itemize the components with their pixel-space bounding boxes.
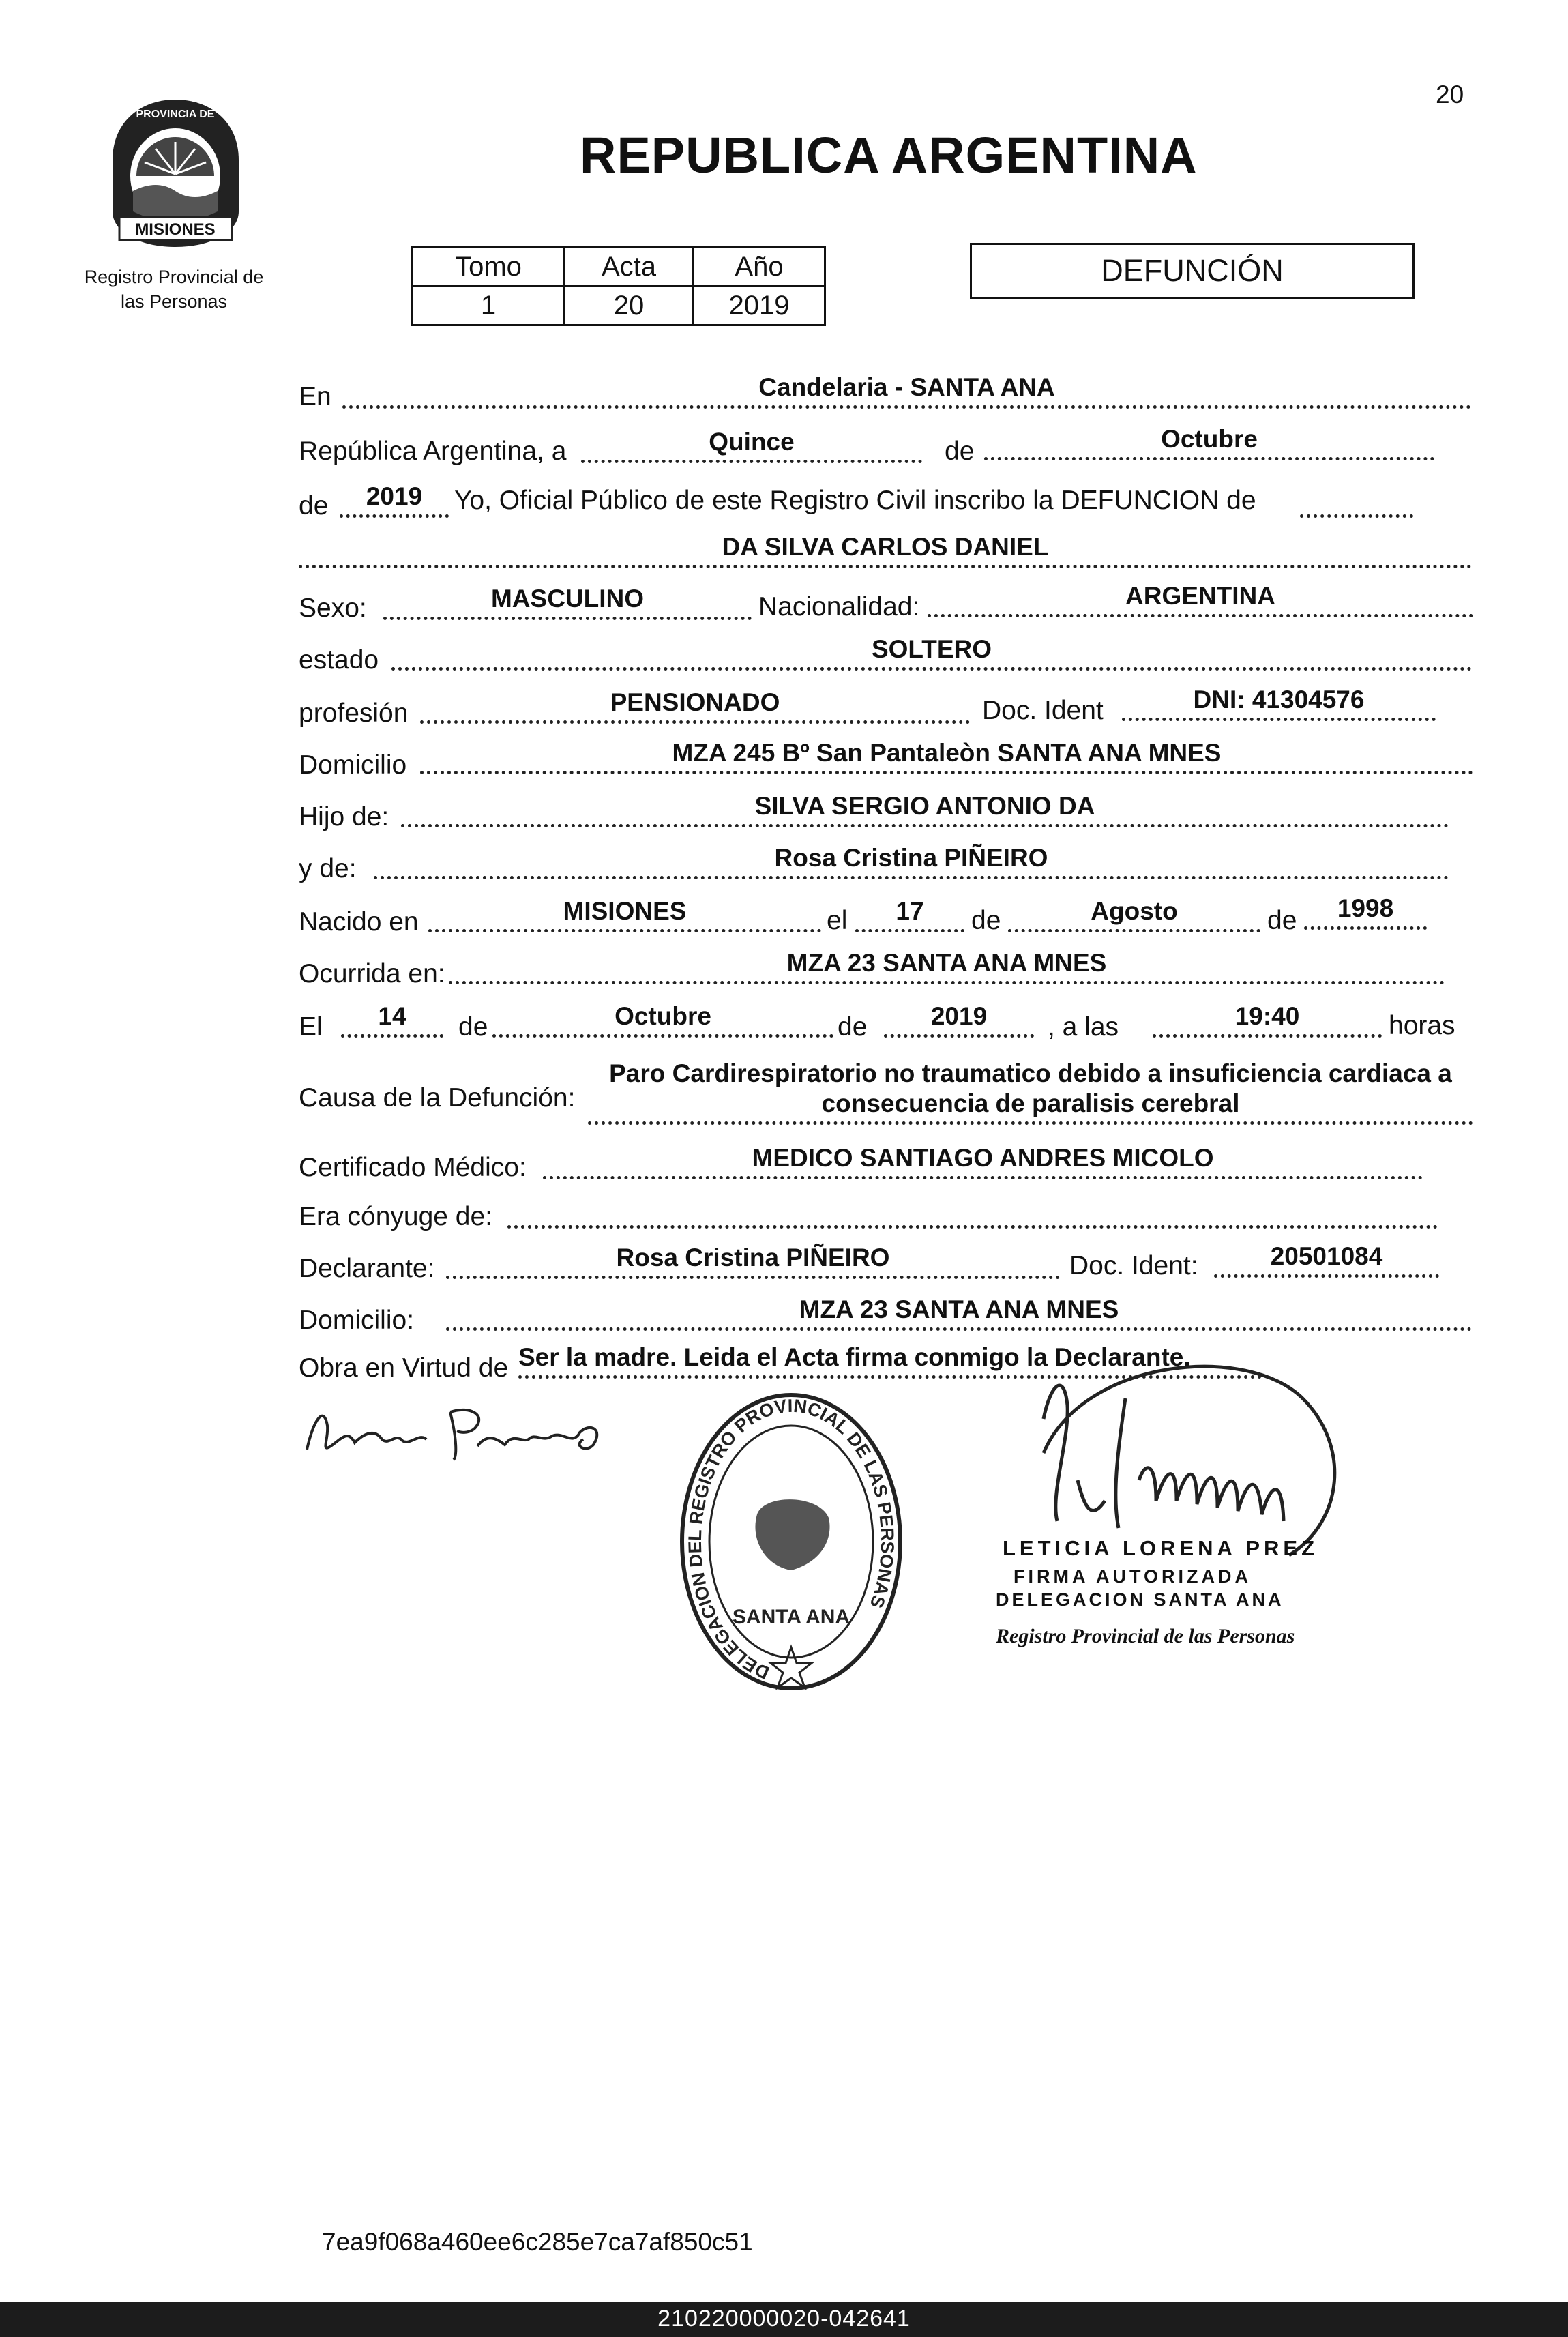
conyuge-label: Era cónyuge de: [299,1202,493,1231]
hijo-field: SILVA SERGIO ANTONIO DA [401,793,1449,827]
profesion-label: profesión [299,699,409,728]
en-label: En [299,382,331,411]
def-de2-label: de [838,1012,868,1042]
acta-value-acta: 20 [565,286,694,325]
sexo-label: Sexo: [299,593,367,623]
de-label: de [945,437,975,466]
nacido-field: MISIONES [428,898,821,932]
conyuge-field [507,1194,1438,1229]
def-mes-field: Octubre [492,1003,833,1038]
official-role: FIRMA AUTORIZADA [1014,1566,1252,1587]
certificado-label: Certificado Médico: [299,1153,527,1182]
nacionalidad-label: Nacionalidad: [758,592,920,621]
republica-label: República Argentina, a [299,437,567,466]
en-field: Candelaria - SANTA ANA [342,374,1471,409]
horas-label: horas [1389,1011,1455,1040]
page-number: 20 [1436,80,1464,108]
official-registry: Registro Provincial de las Personas [996,1625,1295,1647]
hijo-label: Hijo de: [299,802,389,832]
nacido-label: Nacido en [299,907,419,937]
doc-ident-field: DNI: 41304576 [1122,686,1436,721]
causa-label: Causa de la Defunción: [299,1083,576,1113]
certificado-field: MEDICO SANTIAGO ANDRES MICOLO [543,1145,1423,1179]
nac-anio-field: 1998 [1304,895,1427,930]
nombre-field: DA SILVA CARLOS DANIEL [299,533,1472,568]
acta-header-acta: Acta [565,248,694,286]
acta-value-anio: 2019 [694,286,825,325]
decl-doc-label: Doc. Ident: [1069,1251,1198,1280]
sexo-field: MASCULINO [383,585,752,620]
declarante-label: Declarante: [299,1254,435,1283]
svg-text:PROVINCIA DE: PROVINCIA DE [136,108,215,120]
de2-label: de [299,491,329,520]
svg-text:MISIONES: MISIONES [135,220,216,239]
decl-doc-field: 20501084 [1214,1243,1439,1278]
yde-label: y de: [299,854,357,883]
registry-seal [675,1392,907,1699]
mes-field: Octubre [984,426,1434,460]
doc-ident-label: Doc. Ident [982,696,1104,725]
obra-field: Ser la madre. Leida el Acta firma conmigo la Declarante. [518,1344,1262,1379]
causa-field: Paro Cardirespiratorio no traumatico debido a insuficiencia cardiaca a consecuencia de paralisis cerebral [588,1059,1473,1125]
acta-header-tomo: Tomo [413,248,565,286]
domicilio-label: Domicilio [299,750,407,780]
domicilio2-field: MZA 23 SANTA ANA MNES [446,1296,1472,1331]
acta-value-tomo: 1 [413,286,565,325]
def-de1-label: de [458,1012,488,1042]
official-name: LETICIA LORENA PREZ [1003,1536,1319,1560]
obra-label: Obra en Virtud de [299,1353,509,1383]
acta-header-anio: Año [694,248,825,286]
nac-de1-label: de [971,906,1001,935]
nac-de2-label: de [1267,906,1297,935]
domicilio-field: MZA 245 Bº San Pantaleòn SANTA ANA MNES [420,739,1473,774]
acta-value-row [413,286,825,325]
ocurrida-label: Ocurrida en: [299,959,445,988]
declarant-signature [300,1392,655,1467]
acta-header-row [413,248,825,286]
anio-field: 2019 [340,483,449,518]
yo-text: Yo, Oficial Público de este Registro Civil inscribo la DEFUNCION de [454,486,1256,515]
estado-label: estado [299,645,379,675]
ocurrida-field: MZA 23 SANTA ANA MNES [449,950,1445,984]
alas-label: , a las [1048,1012,1119,1042]
page-title: REPUBLICA ARGENTINA [580,127,1198,183]
yo-trailing-line [1300,483,1413,518]
provincia-misiones-logo [102,95,249,252]
declarante-field: Rosa Cristina PIÑEIRO [446,1244,1060,1279]
def-dia-field: 14 [341,1003,443,1038]
doc-type-box: DEFUNCIÓN [970,243,1415,299]
nac-mes-field: Agosto [1008,898,1260,932]
def-hora-field: 19:40 [1153,1003,1382,1038]
official-office: DELEGACION SANTA ANA [996,1589,1284,1610]
acta-table [411,246,826,326]
estado-field: SOLTERO [391,636,1472,671]
nacionalidad-field: ARGENTINA [928,583,1473,617]
registry-name: Registro Provincial de las Personas [84,267,264,312]
def-el-label: El [299,1012,323,1042]
yde-field: Rosa Cristina PIÑEIRO [374,844,1449,879]
svg-text:DELEGACION DEL REGISTRO PROVIN: DELEGACION DEL REGISTRO PROVINCIAL DE LAS PERSONAS [684,1395,898,1684]
nac-dia-field: 17 [855,898,964,932]
def-anio-field: 2019 [884,1003,1034,1038]
barcode-number: 210220000020-042641 [657,2306,911,2332]
dia-field: Quince [581,428,922,463]
document-hash: 7ea9f068a460ee6c285e7ca7af850c51 [322,2228,753,2256]
domicilio2-label: Domicilio: [299,1306,415,1335]
nac-el-label: el [827,906,848,935]
svg-text:SANTA ANA: SANTA ANA [732,1606,850,1628]
profesion-field: PENSIONADO [420,689,970,724]
